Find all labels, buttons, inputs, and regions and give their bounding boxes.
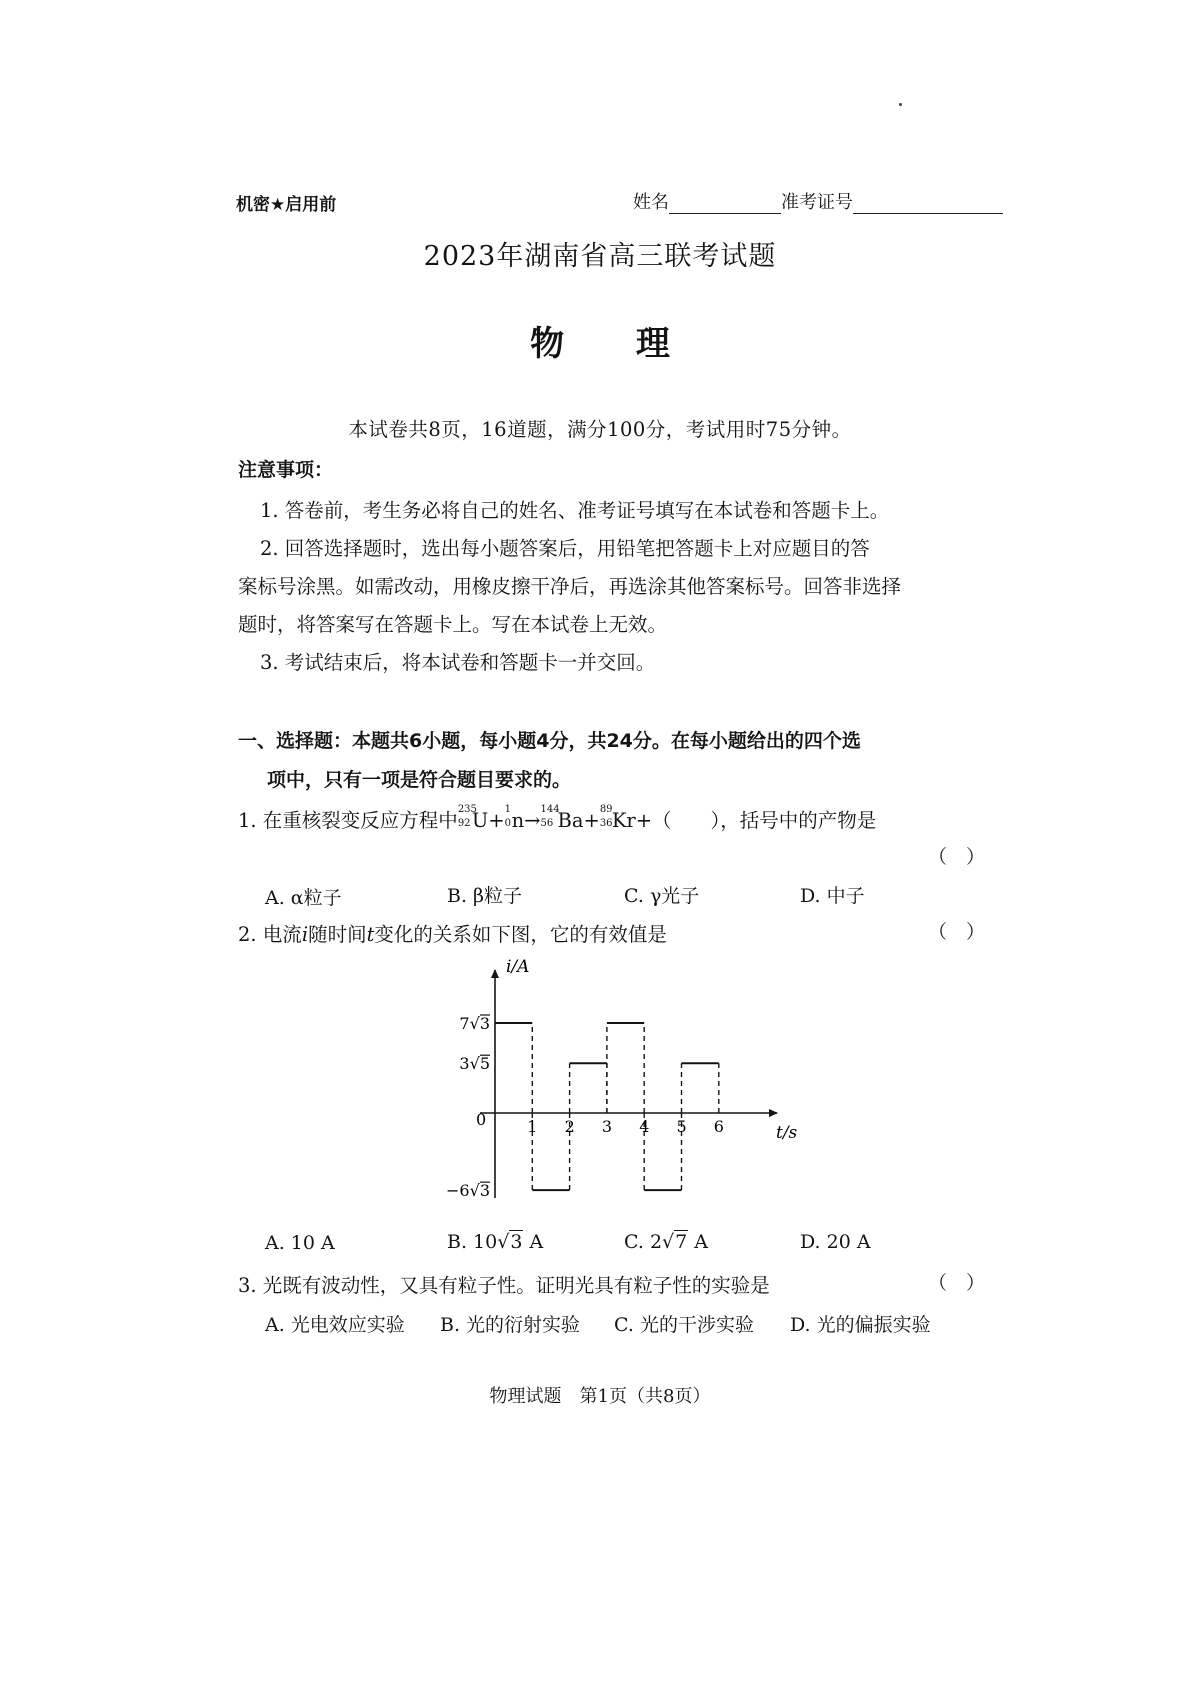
q1-option-d[interactable]: D. 中子 <box>800 885 865 907</box>
q1-option-b[interactable]: B. β粒子 <box>447 885 523 907</box>
note-item-1: 1. 答卷前，考生务必将自己的姓名、准考证号填写在本试卷和答题卡上。 <box>260 499 890 522</box>
question-3-stem: 3. 光既有波动性，又具有粒子性。证明光具有粒子性的实验是 <box>238 1274 770 1297</box>
y-tick-text: −6√3 <box>446 1181 490 1201</box>
exam-id-label: 准考证号 <box>781 192 853 213</box>
q2-option-a[interactable]: A. 10 A <box>265 1232 335 1254</box>
candidate-info <box>633 188 1003 214</box>
current-time-graph <box>420 958 800 1208</box>
graph-axes <box>480 970 777 1198</box>
y-tick-1 <box>459 1014 490 1033</box>
y-tick-2 <box>459 1054 490 1073</box>
name-label: 姓名 <box>633 192 669 213</box>
y-axis-label: i/A <box>506 958 530 977</box>
exam-id-blank[interactable] <box>853 195 1003 214</box>
notes-heading: 注意事项： <box>238 459 334 481</box>
q3-answer-paren: （ ） <box>928 1272 986 1294</box>
section1-heading-cont: 项中，只有一项是符合题目要求的。 <box>267 769 572 791</box>
q2-option-b[interactable]: B. 10√3 A <box>447 1231 544 1253</box>
q2-answer-paren: （ ） <box>928 921 986 943</box>
nuclide-barium: 144 56 <box>540 804 560 829</box>
sqrt-symbol: √3 <box>497 1231 523 1253</box>
exam-title: 2023年湖南省高三联考试题 <box>423 241 777 272</box>
q1-prefix: 1. 在重核裂变反应方程中 <box>238 809 458 832</box>
confidential-label: 机密★启用前 <box>236 195 337 215</box>
x-tick-labels <box>527 1117 724 1136</box>
page-footer: 物理试题 第1页（共8页） <box>489 1386 711 1407</box>
q3-option-b[interactable]: B. 光的衍射实验 <box>440 1314 581 1336</box>
exam-intro: 本试卷共8页，16道题，满分100分，考试用时75分钟。 <box>348 418 852 441</box>
question-1-stem: 1. 在重核裂变反应方程中 235 92 U+ 1 0 n→ 144 56 Ba+ 89 36 Kr+（ ），括号中的产物是 <box>238 804 877 832</box>
q1-option-a[interactable]: A. α粒子 <box>265 887 342 909</box>
q2-option-c[interactable]: C. 2√7 A <box>624 1231 708 1253</box>
q1-option-c[interactable]: C. γ光子 <box>624 885 700 907</box>
x-tick-5: 5 <box>676 1117 687 1136</box>
y-tick-text: 3√5 <box>459 1054 490 1074</box>
x-tick-2: 2 <box>564 1117 575 1136</box>
y-tick-3 <box>446 1181 490 1200</box>
nuclide-krypton: 89 36 <box>599 804 613 829</box>
q2-option-d[interactable]: D. 20 A <box>800 1231 871 1253</box>
y-tick-text: 7√3 <box>459 1014 490 1033</box>
x-tick-1: 1 <box>527 1117 538 1136</box>
q1-answer-paren: （ ） <box>928 846 986 868</box>
q3-option-d[interactable]: D. 光的偏振实验 <box>790 1314 931 1336</box>
sqrt-symbol: √7 <box>662 1231 688 1253</box>
origin-label: 0 <box>476 1110 487 1129</box>
subject-title: 物 理 <box>530 324 700 364</box>
section1-heading: 一、选择题：本题共6小题，每小题4分，共24分。在每小题给出的四个选 <box>238 730 861 752</box>
nuclide-uranium: 235 92 <box>457 804 477 829</box>
note-item-2-end: 题时，将答案写在答题卡上。写在本试卷上无效。 <box>238 613 668 636</box>
nuclide-neutron: 1 0 <box>504 804 511 829</box>
note-item-2-cont: 案标号涂黑。如需改动，用橡皮擦干净后，再选涂其他答案标号。回答非选择 <box>238 575 902 598</box>
y-tick-labels <box>446 1014 490 1200</box>
graph-dashed-lines <box>532 1023 719 1190</box>
x-tick-6: 6 <box>713 1117 724 1136</box>
x-tick-3: 3 <box>601 1117 613 1136</box>
name-blank[interactable] <box>669 195 781 214</box>
note-item-2: 2. 回答选择题时，选出每小题答案后，用铅笔把答题卡上对应题目的答 <box>260 537 870 560</box>
q3-option-c[interactable]: C. 光的干涉实验 <box>614 1314 754 1336</box>
x-axis-label: t/s <box>776 1123 798 1143</box>
q3-option-a[interactable]: A. 光电效应实验 <box>265 1314 405 1336</box>
question-2-stem: 2. 电流i随时间t变化的关系如下图，它的有效值是 <box>238 923 667 946</box>
note-item-3: 3. 考试结束后，将本试卷和答题卡一并交回。 <box>260 651 656 674</box>
x-tick-4: 4 <box>639 1117 650 1136</box>
scan-speck <box>899 103 902 106</box>
